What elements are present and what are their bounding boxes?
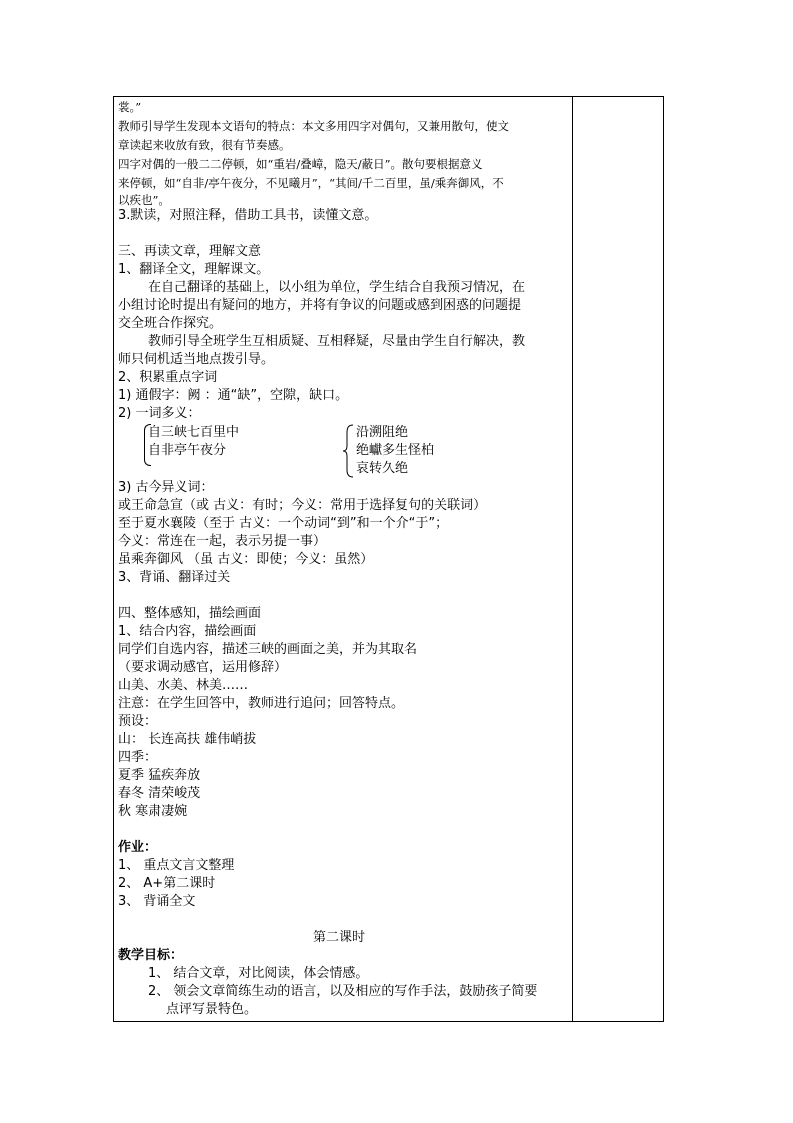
text-line: 同学们自选内容，描述三峡的画面之美，并为其取名 <box>118 642 418 657</box>
text-line: 绝巘多生怪柏 <box>356 443 435 458</box>
text-line: 注意：在学生回答中，教师进行追问；回答特点。 <box>118 696 405 711</box>
text-line: 3、背诵、翻译过关 <box>118 570 231 585</box>
text-line: 在自己翻译的基础上，以小组为单位，学生结合自我预习情况，在 <box>148 280 526 295</box>
text-line: 教师引导全班学生互相质疑、互相释疑，尽量由学生自行解决，教 <box>148 334 526 349</box>
text-line: 沿溯阻绝 <box>356 425 409 440</box>
text-line: 四季： <box>118 750 158 765</box>
text-line: 1、结合内容，描绘画面 <box>118 624 257 639</box>
text-line: 交全班合作探究。 <box>118 316 223 331</box>
text-line: 自三峡七百里中 <box>148 425 240 440</box>
text-line: 山美、水美、林美…… <box>118 678 249 693</box>
text-line: 今义：常连在一起，表示另提一事） <box>118 534 327 549</box>
text-line: 2、 领会文章简练生动的语言，以及相应的写作手法，鼓励孩子简要 <box>148 984 538 999</box>
text-line: 3.默读，对照注释，借助工具书，读懂文意。 <box>118 208 378 223</box>
text-line: 1、翻译全文，理解课文。 <box>118 262 270 277</box>
text-line: 1、 结合文章，对比阅读，体会情感。 <box>148 966 369 981</box>
column-divider <box>572 96 573 1022</box>
text-line: 1、 重点文言文整理 <box>118 858 235 873</box>
text-line: 1) 通假字：阙 ：通“缺”，空隙，缺口。 <box>118 388 349 403</box>
text-line: 章读起来收放有致，很有节奏感。 <box>118 138 291 152</box>
text-line: 裳。” <box>118 100 142 114</box>
text-line: 教师引导学生发现本文语句的特点：本文多用四字对偶句，又兼用散句，使文 <box>118 119 509 133</box>
right-brace <box>342 424 354 478</box>
text-line: 夏季 猛疾奔放 <box>118 768 201 783</box>
text-line: 2) 一词多义： <box>118 406 201 421</box>
section-heading: 四、整体感知，描绘画面 <box>118 606 262 621</box>
lesson-title: 第二课时 <box>313 930 366 945</box>
text-line: 预设： <box>118 714 158 729</box>
section-heading: 三、再读文章，理解文意 <box>118 244 262 259</box>
text-line: 春冬 清荣峻茂 <box>118 786 201 801</box>
text-line: 点评写景特色。 <box>166 1002 258 1017</box>
text-line: 来停顿，如“自非/亭午夜分，不见曦月”，“其间/千二百里，虽/乘奔御风，不 <box>118 176 504 190</box>
text-line: 哀转久绝 <box>356 461 409 476</box>
objectives-heading: 教学目标： <box>118 948 184 963</box>
text-line: 四字对偶的一般二二停顿，如“重岩/叠嶂，隐天/蔽日”。散句要根据意义 <box>118 157 483 171</box>
text-line: 至于夏水襄陵（至于 古义：一个动词“到”和一个介“于”； <box>118 516 449 531</box>
homework-heading: 作业： <box>118 840 158 855</box>
text-line: 山： 长连高扶 雄伟峭拔 <box>118 732 257 747</box>
text-line: 秋 寒肃凄婉 <box>118 804 188 819</box>
text-line: 2、 A+第二课时 <box>118 876 216 891</box>
text-line: 虽乘奔御风 （虽 古义：即使；今义：虽然） <box>118 552 374 567</box>
text-line: 师只伺机适当地点拨引导。 <box>118 352 275 367</box>
text-line: 3、 背诵全文 <box>118 894 196 909</box>
text-line: 小组讨论时提出有疑问的地方，并将有争议的问题或感到困惑的问题提 <box>118 298 522 313</box>
text-line: 2、积累重点字词 <box>118 370 218 385</box>
text-line: 或王命急宣（或 古义：有时；今义：常用于选择复句的关联词） <box>118 498 487 513</box>
text-line: 3) 古今异义词： <box>118 480 214 495</box>
text-line: 自非亭午夜分 <box>148 443 227 458</box>
text-line: （要求调动感官，运用修辞） <box>118 660 288 675</box>
text-line: 以疾也”。 <box>118 193 170 207</box>
